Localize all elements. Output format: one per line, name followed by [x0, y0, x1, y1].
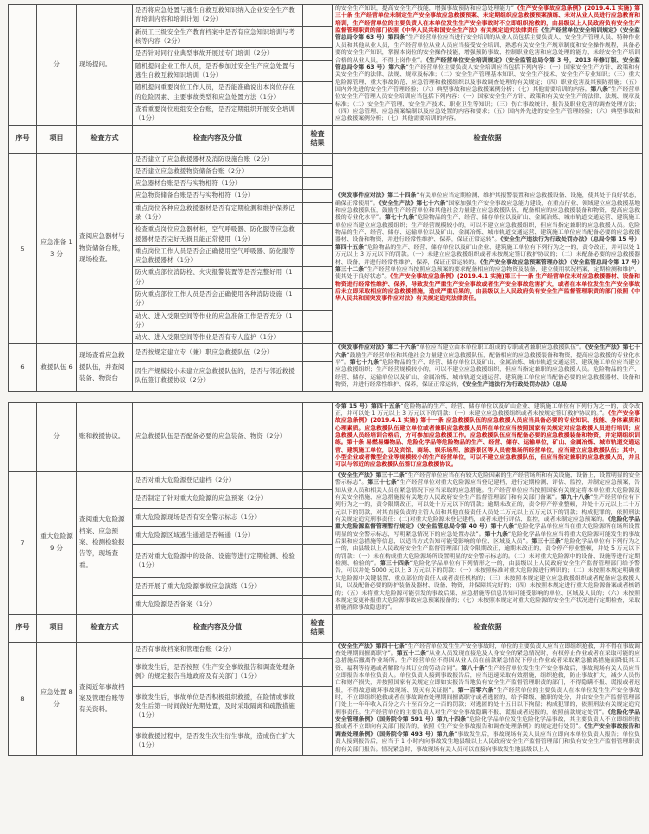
basis-highlight-red-text: 《生产安全事故应急条例》(2019.4.1 实施) 第十一条 应急救援队伍的应急救援人员应当具备必要的专业知识、技能、身体素质和心理素质。应急救援队伍建立单位或者兼职应急救援人员所在单位应当按照国家有关规定对应急救援人员进行培训；应急救援人员经培训合格后，方可参加应急救援工作。应急救援队伍应当配备必要的应急救援装备和物资，并定期组织训练。	[335, 410, 641, 447]
row-7-check-item: 重大危险源是否备案（1分）	[133, 596, 303, 614]
basis-text: “生产经营单位的主要负责人在本单位发生生产安全事故时，不立即组织抢救或者在事故调查处理期间擅离职守或者逃匿的，给予降级、撤职的处分，并由安全生产监督管理部门处上一年年收入百分之六十至百分之一百的罚款；对逃匿的处十五日以下拘留；构成犯罪的，依照刑法有关规定追究刑事责任。生产经营单位的主要负责人对生产安全事故隐瞒不报、谎报或者迟报的，依照前款规定处罚”。	[335, 687, 640, 716]
row-5-method: 查阅应急器材与物资储备台账，现场检查。	[77, 153, 133, 344]
basis-citation-title: 《安全生产法》第七十六条	[378, 200, 446, 207]
basis-highlight-red-text: 《生产安全事故应急条例》(2019.4.1 实施)第三十一条 生产经营单位未对应急救援器材、设备和物资进行经常性维护、保养，导致发生严重生产安全事故或者生产安全事故危害扩大，或者在本单位发生生产安全事故后未立即采取相应的应急救援措施，造成严重后果的，由县级以上人民政府负有安全生产监督管理职责的部门依照《中华人民共和国突发事件应对法》有关规定追究法律责任。	[335, 274, 640, 303]
row-5-result-cell	[303, 289, 333, 311]
row-6-part1-item-name: 救援队伍 6	[37, 344, 77, 391]
row-4-continued-check-item: 是否将应急处置与逃生自救互救知识纳入企业安全生产教育培训内容和培训计划（2分）	[133, 5, 303, 27]
row-6-part1-check-item: 是否按规定建立专（兼）职应急救援队伍（2分）	[133, 344, 303, 361]
basis-citation-title: 第三十四条	[380, 561, 410, 568]
basis-citation-title: 《危险化学品安全管理条例》（国务院令第 591 号）第九十四条	[335, 709, 640, 724]
row-6-part1-result-cell	[303, 344, 333, 361]
row-7-line-1	[9, 471, 643, 489]
row-4-continued-check-item: 随机提问企业工作人员，是否参加过安全生产应急处置与逃生自救互救知识培训（1分）	[133, 60, 303, 82]
row-7-result-cell	[303, 527, 333, 545]
checklist-table-block-1-body	[9, 5, 643, 392]
row-8-method: 查阅近年事故档案及管理台账等有关资料。	[77, 642, 133, 755]
row-6-part1-serial: 6	[9, 344, 37, 391]
row-7-check-item: 重大危险源区域逃生通道是否畅通（1分）	[133, 527, 303, 545]
row-7-item-name: 重大危险源 9 分	[37, 471, 77, 614]
row-6-part2-result-cell	[303, 402, 333, 471]
basis-text: “生产经营单位应当进行安全培训的从业人员包括主要负责人、安全生产管理人员、特种作业人员和其他从业人员，生产经营单位从业人员应当接受安全培训、熟悉有关安全生产规章制度和安全操作规程，具备必要的安全生产知识，掌握本岗位的安全操作技能，增强预防事故、控制职业危害和应急处理的能力，未经安全生产培训合格的从业人员，不得上岗作业”。	[335, 35, 640, 64]
row-5-check-item: 应急器材台账是否与实物相符（1分）	[133, 178, 303, 190]
row-7-check-item: 是否对重大危险源登记建档（2分）	[133, 471, 303, 489]
row-8-line-1	[9, 642, 643, 658]
row-8-basis	[333, 642, 643, 755]
header-item: 项目	[37, 614, 77, 642]
row-5-result-cell	[303, 267, 333, 289]
row-5-result-cell	[303, 332, 333, 344]
basis-text: “生产经营单位发生生产安全事故后，事故现场有关人员应当立即报告本单位负责人。单位负责人接到事故报告后，应当迅速采取有效措施，组织抢救，防止事故扩大，减少人员伤亡和财产损失，并按照国家有关规定立即如实报告当地负有安全生产监督管理职责的部门，不得隐瞒不报、谎报或者迟报，不得故意破坏事故现场、毁灭有关证据”。	[335, 665, 640, 694]
row-6-part2-item-name: 分	[37, 402, 77, 471]
header-serial: 序号	[9, 614, 37, 642]
row-4-continued-serial	[9, 5, 37, 126]
basis-text: 的安全生产知识，提高安全生产技能，增强事故预防和应急处理能力”	[335, 6, 514, 12]
row-5-check-item: 重点岗位工作人员是否会正确使用空气呼吸器、防化服等应急救援器材（1分）	[133, 245, 303, 267]
basis-citation-title: 《突发事件应对法》第二十六条	[335, 345, 417, 352]
basis-text: “生产经营单位应当在有较大危险因素的生产经营场所和有关设施、设备上，设置明显的安全警示标志”。	[335, 472, 640, 487]
row-7-check-item: 是否对重大危险源中的设备、设施等进行定期检测、检验（1分）	[133, 545, 303, 577]
basis-citation-title: 《安全生产违法行为行政处罚办法》（总局	[462, 382, 567, 389]
row-8-check-item: 事故发生后，是否按照《生产安全事故报告和调查处理条例》的规定报告当地政府及有关部门（1分）	[133, 658, 303, 686]
basis-citation-title: 《生产经营单位安全培训规定》（安全监管总局令第 63 号）第四条	[335, 28, 640, 42]
basis-citation-title: 第一百零六条	[457, 687, 494, 694]
basis-text: “危险化学品单位有下列行为之一的，由县级以上人民政府安全生产监督管理部门责令限期改正，逾期未改正的，责令停产停业整顿，并处 5 万元以下的罚款：（一）未在构成重大危险源场所设置明显的安全警示标志的。（二）未对重大危险源中的设备、设施等进行定期检测、检验的”。	[335, 539, 640, 568]
row-4-continued-check-item: 随机提问重要岗位工作人员，是否能准确说出本岗位存在的危险因素、主要事故类型和应急处置方法（1分）	[133, 82, 303, 104]
row-5-check-item: 应急物资储备台账是否与实物相符（1分）	[133, 190, 303, 202]
row-8-result-cell	[303, 658, 333, 686]
row-7-method: 查阅重大危险源档案、应急预案、检测检验报告等，现场查看。	[77, 471, 133, 614]
basis-citation-title: 令第 15 号）第四十五条	[335, 403, 401, 410]
row-8-check-item: 是否有事故档案和管理台账（2分）	[133, 642, 303, 658]
row-8-check-item: 事故救援过程中，是否发生次生衍生事故，造成伤亡扩大（1分）	[133, 727, 303, 755]
checklist-table-block-2	[8, 402, 643, 756]
header-result: 检查结果	[303, 614, 333, 642]
basis-citation-title: 《突发事件应对法》第二十四条	[335, 193, 417, 200]
basis-citation-title: 第八条	[590, 86, 608, 93]
row-6-part1-line-1	[9, 344, 643, 361]
basis-text: “危险物品的生产、经营、储存单位以及矿山、金属冶炼、城市轨道交通运营、建筑施工单位应当建立应急救援组织；生产经营规模较小的，可以不建立应急救援组织，但应当指定兼职的应急救援人员。危险物品的生产、经营、储存、运输单位以及矿山、金属冶炼、城市轨道交通运营、建筑施工单位应当配备必要的应急救援器材、设备和物资，并进行经常性维护、保养，保证正常运转，	[335, 360, 640, 389]
basis-text: “生产经营单位主要负责人安全培训应当包括下列内容：（一）国家安全生产方针、政策和有关安全生产的法律、法规、规章及标准；（二）安全生产管理基本知识、安全生产技术、安全生产专业知识；（三）重大危险源管理、重大事故防范、应急管理和救援组织以及事故调查处理的有关规定；（四）职业危害及其预防措施；（五）国内外先进的安全生产管理经验；（六）典型事故和应急救援案例分析；（七）其他需要培训的内容。	[335, 64, 641, 93]
row-8-result-cell	[303, 727, 333, 755]
row-5-check-item: 重点岗位各种应急救援器材是否有定期检测和维护保养记录（1分）	[133, 202, 303, 224]
basis-text: “事故发生后，事故现场有关人员应当立即向本单位负责人报告；单位负责人接到报告后，应当于 1 小时内向事故发生地县级以上人民政府安全生产监督管理部门和负有安全生产监督管理职责的有关部门报告。情况紧急时，事故现场有关人员可以直接向事故发生地县级以上人	[335, 731, 640, 753]
basis-citation-title: 《安全生产违法行为行政处罚办法》（总局令第 15 号）第四十五条	[335, 237, 640, 251]
basis-citation-title: 《生产经营单位安全培训规定》（安全监管总局令第 3 号，2013 年修订版、安全监管总局令第 63 号）第六条	[335, 57, 640, 71]
header-content: 检查内容及分值	[133, 125, 303, 153]
row-5-check-item: 防火重点部位消防栓、火灾报警装置等是否完整好用（1分）	[133, 267, 303, 289]
row-7-check-item: 是否制定了针对重大危险源的应急预案（2分）	[133, 490, 303, 508]
basis-citation-title: 《生产安全事故报告和调查处理条例》（国务院令第 493 号）第九条	[335, 724, 640, 738]
basis-text: “鼓励生产经营单位和其他社会力量建立应急救援队伍，配备相应的应急救援装备和物资，提高应急救援的专业化水平”。	[335, 352, 640, 367]
basis-text: “有关单位应当定期检测、维护其报警装置和应急救援设备、设施，使其处于良好状态，确保正常使用”。	[335, 193, 640, 207]
row-5-check-item: 动火、进入受限空间等作业的应急准备工作是否充分（1分）	[133, 310, 303, 332]
row-6-part2-check-item: 应急救援队伍是否配备必要的应急装备、物资（2分）	[133, 402, 303, 471]
row-7-result-cell	[303, 545, 333, 577]
row-4-continued-basis	[333, 5, 643, 126]
basis-text: “从业人员发现直接危及人身安全的紧急情况时，有权停止作业或者在采取可能的应急措施后撤离作业场所。生产经营单位不得因从业人员在前款紧急情况下停止作业或者采取紧急撤离措施而降低其工资、福利等待遇或者解除与其订立的劳动合同”。	[335, 650, 640, 672]
basis-highlight-red-text: 第十条 易燃易爆物品、危险化学品等危险物品的生产、经营、储存、运输单位，矿山、金属冶炼、城市轨道交通运营、建筑施工单位，以及宾馆、商场、娱乐场所、旅游景区等人员密集场所经营单位，应当建立应急救援队伍；其中，小型企业或者微型企业等规模较小的生产经营单位，可以不建立应急救援队伍，但应当指定兼职的应急救援人员，并且可以与邻近的应急救援队伍签订应急救援协议。	[335, 440, 640, 469]
row-4-continued-result-cell	[303, 82, 333, 104]
basis-text: “危险化学品单位发生危险化学品事故，其主要负责人不立即组织救援或者不立即向有关部门报告的，依照《生产安全事故报告和调查处理条例》的规定进行处罚”。	[335, 717, 640, 731]
basis-citation-title: 第八十条	[461, 665, 485, 672]
row-8-result-cell	[303, 642, 333, 658]
row-5-check-item: 检查重点岗位应急器材柜，空气呼吸器、防化服等应急救援器材是否完好无损且能正常使用（1分）	[133, 224, 303, 246]
table-header-row	[9, 125, 643, 153]
row-5-result-cell	[303, 153, 333, 165]
header-basis: 检查依据	[333, 614, 643, 642]
header-method: 检查方式	[77, 125, 133, 153]
row-4-continued-result-cell	[303, 60, 333, 82]
row-6-part1-method: 现场查看应急救援队伍，并查阅装备、物资台	[77, 344, 133, 391]
row-4-continued-result-cell	[303, 104, 333, 126]
basis-text: “生产经营单位发生生产安全事故时，单位的主要负责人应当立即组织抢救，并不得在事故调查处理期间擅离职守”。	[335, 643, 640, 657]
row-4-continued-item-name: 分	[37, 5, 77, 126]
row-8-item-name: 应急处置 8 分	[37, 642, 77, 755]
header-method: 检查方式	[77, 614, 133, 642]
checklist-table-block-1	[8, 4, 643, 392]
row-5-check-item: 是否建立应急救援物资储备台账（2分）	[133, 165, 303, 177]
row-5-result-cell	[303, 178, 333, 190]
basis-text: “生产经营单位应当按照应急预案的要求配备相应的应急物资及装备，建立使用状况档案，定期检测和维护，使其处于良好状态”。	[335, 266, 640, 281]
row-4-continued-result-cell	[303, 5, 333, 27]
basis-text: “危险物品的生产、经营、储存单位以及矿山企业、建筑施工单位有下列行为之一的，责令改正，并可以处 1 万元以上 3 万元以下的罚款：（一）未建立应急救援组织或者未按规定签订救护协议的。”。	[335, 403, 640, 417]
row-4-continued-result-cell	[303, 26, 333, 48]
row-5-result-cell	[303, 310, 333, 332]
header-item: 项目	[37, 125, 77, 153]
basis-citation-title: 第九十八条	[560, 494, 591, 501]
table-header-row	[9, 614, 643, 642]
row-5-item-name: 应急准备 13 分	[37, 153, 77, 344]
row-5-check-item: 防火重点部位工作人员是否会正确使用各种消防设施（1分）	[133, 289, 303, 311]
row-5-line-1	[9, 153, 643, 165]
basis-citation-title: 第七十九条	[384, 215, 415, 222]
basis-citation-title: 第三十七条	[367, 480, 397, 487]
row-6-part2-basis	[333, 402, 643, 471]
row-4-continued-method: 现场提问。	[77, 5, 133, 126]
row-4-continued-line-1	[9, 5, 643, 27]
row-5-result-cell	[303, 245, 333, 267]
header-content: 检查内容及分值	[133, 614, 303, 642]
row-8-result-cell	[303, 686, 333, 727]
row-6-part2-serial	[9, 402, 37, 471]
row-6-part1-basis	[333, 344, 643, 391]
basis-text: “单位应当建立由本单位职工组成的专职或者兼职应急救援队伍”。	[416, 345, 585, 352]
basis-citation-title: 《生产安全事故应急预案管理办法》（安全监管总局令第 17 号）第三十二条	[335, 259, 640, 273]
basis-text: “生产经营单位对重大危险源应当登记建档，进行定期检测、评估、监控，并制定应急预案，告知从业人员和相关人员在紧急情况下应当采取的应急措施。生产经营单位应当按照国家有关规定将本单位重大危险源及有关安全措施、应急措施报有关地方人民政府安全生产监督管理部门和有关部门备案”。	[335, 480, 640, 501]
basis-citation-title: 第十九条	[484, 531, 509, 538]
basis-text: “危险化学品单位应当在重大危险源所在场所设置明显的安全警示标志，写明紧急情况下的应急处置办法”。	[335, 524, 640, 538]
row-8-check-item: 事故发生后，事故单位是否积极组织救援，在险情或事故发生后第一时间做好先期处置，及时采取隔离和疏散措施（1分）	[133, 686, 303, 727]
basis-citation-title: 第七十九条	[349, 360, 380, 367]
basis-text: “危险化学品单位应当将重大危险源可能发生的事故后果和应急措施等信息，以适当方式告知可能受影响的单位、区域及人员”。	[335, 531, 640, 546]
basis-citation-title: 《安全生产法》第七十六条	[335, 345, 640, 359]
row-7-check-item: 是否开展了重大危险源事故应急演练（1分）	[133, 577, 303, 595]
header-basis: 检查依据	[333, 125, 643, 153]
row-5-basis	[333, 153, 643, 344]
row-6-part1-check-item: 因生产规模较小未建立应急救援队伍的，是否与邻近救援队伍签订救援协议（2分）	[133, 361, 303, 391]
row-4-continued-result-cell	[303, 48, 333, 60]
row-6-part2-line-1	[9, 402, 643, 471]
row-6-part2-method: 账和救援协议。	[77, 402, 133, 471]
row-6-part1-result-cell	[303, 361, 333, 391]
basis-text: “危险化学品单位有下列情形之一的，由县级以上人民政府安全生产监督管理部门给予警告，可以并处 5000 元以上 3 万元以下的罚款：（一）未按照标准对重大危险源进行辨识的；（二）未按照本规定明确重大危险源中关键装置、重点部位的责任人或者责任机构的；（三）未按照本规定建立应急救援组织或者配备应急救援人员，以及配备必要的防护装备及器材、设备、物资，并保障其完好的；（四）未按照本规定进行重大危险源备案或者核销的；（五）未将重大危险源可能引发的事故后果、应急措施等信息告知可能受影响的单位、区域及人员的；（六）未按照本规定变更补报重大危险源事故应急预案报备的；（七）未按照本规定对重大危险源的安全生产状况进行定期检查，采取措施消除事故隐患的”。	[335, 561, 640, 612]
row-7-result-cell	[303, 577, 333, 595]
basis-text: “生产经营单位有下列行为之一的，责令限期改正，可以处十万元以下的罚款；逾期未改正的，责令停产停业整顿，并处十万元以上二十万元以下的罚款，对其直接负责的主管人员和其他直接责任人员处二万元以上五万元以下的罚款；构成犯罪的，依照刑法有关规定追究刑事责任：(二)对重大危险源未登记建档，或者未进行评估、监控，或者未制定应急预案的。	[335, 494, 640, 523]
row-4-continued-check-item: 查看重要岗位班组安全台账，是否定期组织开展安全培训（1分）	[133, 104, 303, 126]
row-8-serial: 8	[9, 642, 37, 755]
basis-citation-title: 《安全生产法》第四十七条	[335, 643, 405, 650]
row-5-serial: 5	[9, 153, 37, 344]
row-7-serial: 7	[9, 471, 37, 614]
row-7-result-cell	[303, 508, 333, 526]
checklist-table-block-2-body	[9, 402, 643, 755]
row-5-result-cell	[303, 224, 333, 246]
basis-text: “生产经营单位安全生产管理人员安全培训应当包括下列内容：（一）国家安全生产方针、政策和有关安全生产的法律、法规、规章及标准；（二）安全生产管理、安全生产技术、职业卫生等知识；（三）伤亡事故统计、报告及职业危害的调查处理方法；（四）应急管理、应急预案编制以及应急处置的内容和要求；（五）国内外先进的安全生产管理经验；（六）典型事故和应急救援案例分析；（七）其他需要培训的内容。	[335, 86, 640, 123]
basis-text: “国家加强生产安全事故应急能力建设，在重点行业、领域建立应急救援基地和应急救援队伍，鼓励生产经营单位和其他社会力量建立应急救援队伍，配备相应的应急救援装备和物资，提高应急救援的专业化水平”。	[335, 200, 640, 222]
row-7-result-cell	[303, 471, 333, 489]
row-7-check-item: 重大危险源现场是否有安全警示标志（1分）	[133, 508, 303, 526]
row-7-basis	[333, 471, 643, 614]
basis-citation-title: 《危险化学品重大危险源监督管理暂行规定》（安全监管总局令第 40 号）第十八条	[335, 516, 640, 531]
header-result: 检查结果	[303, 125, 333, 153]
basis-citation-title: 《安全生产法》第三十二条	[335, 472, 405, 479]
row-4-continued-check-item: 新员工三级安全生产教育档案中是否有应急知识培训与考核等内容（2分）	[133, 26, 303, 48]
row-5-result-cell	[303, 190, 333, 202]
row-7-result-cell	[303, 490, 333, 508]
row-5-result-cell	[303, 165, 333, 177]
basis-text: “危险物品的生产、经营、储存单位以及矿山企业、建筑施工单位有下列行为之一的，责令改正，并可以处 1 万元以上 3 万元以下的罚款。（一）未建立应急救援组织或者未按规定签订救护协议的；（二）未配备必要的应急救援器材、设备，并进行经常性维护、保养，保证正常运转的。	[335, 244, 640, 266]
row-7-result-cell	[303, 596, 333, 614]
basis-text: “危险物品的生产、经营、储存单位以及矿山、金属冶炼、城市轨道交通运营、建筑施工单位应当建立应急救援组织；生产经营规模较小的，可以不建立应急救援组织，但应当指定兼职的应急救援人员。危险物品的生产、经营、储存、运输单位以及矿山、金属冶炼、城市轨道交通运营、建筑施工单位应当配备必要的应急救援器材、设备和物资，并进行经常性维护、保养，保证正常运转”。	[335, 215, 640, 244]
basis-highlight-red-text: 《生产安全事故应急条例》(2019.4.1 实施) 第三十条 生产经营单位未制定生产安全事故应急救援预案、未定期组织应急救援预案演练、未对从业人员进行应急教育和培训，生产经营单位的主要负责人在本单位发生生产安全事故时不立即组织抢救的，由县级以上人民政府负有安全生产监督管理职责的部门依照《中华人民共和国安全生产法》有关规定追究法律责任	[335, 6, 640, 35]
row-5-check-item: 动火、进入受限空间等作业是否有专人监护（1分）	[133, 332, 303, 344]
row-5-result-cell	[303, 202, 333, 224]
row-4-continued-check-item: 是否针对同行业典型事故开展过专门培训（2分）	[133, 48, 303, 60]
basis-citation-title: 第五十二条	[396, 650, 426, 657]
row-5-check-item: 是否建立了应急救援器材及消防设施台账（2分）	[133, 153, 303, 165]
basis-citation-title: 第三十三条	[531, 539, 561, 546]
header-serial: 序号	[9, 125, 37, 153]
